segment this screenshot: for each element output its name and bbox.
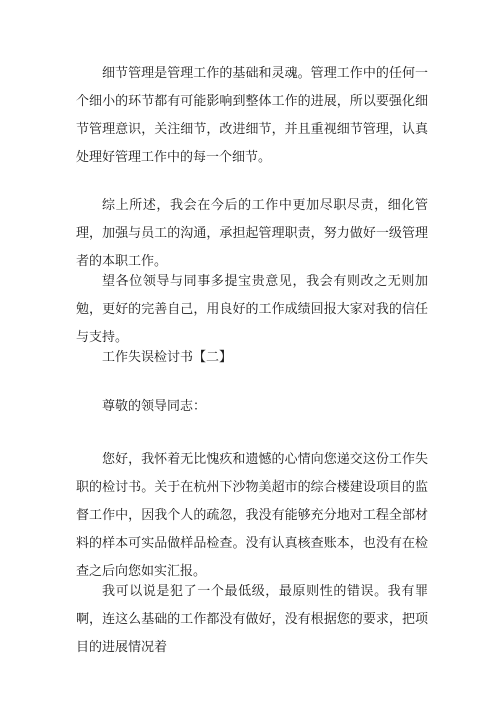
- letter-paragraph-apology: 您好，我怀着无比愧疚和遗憾的心情向您递交这份工作失职的检讨书。关于在杭州下沙物美超市的综合楼建设项目的监督工作中，因我个人的疏忽，我没有能够充分地对工程全部材料的样本可实品做样品检查。没有认真核查账本，也没有在检查之后向您如实汇报。: [76, 452, 428, 579]
- salutation: 尊敬的领导同志：: [102, 399, 207, 414]
- paragraph-summary: 综上所述，我会在今后的工作中更加尽职尽责，细化管理，加强与员工的沟通，承担起管理职责，努力做好一级管理者的本职工作。: [76, 198, 428, 269]
- paragraph-detail-management: 细节管理是管理工作的基础和灵魂。管理工作中的任何一个细小的环节都有可能影响到整体工作的进展，所以要强化细节管理意识，关注细节，改进细节，并且重视细节管理，认真处理好管理工作中的每一个细节。: [76, 66, 428, 165]
- section-title: 工作失误检讨书【二】: [102, 350, 233, 365]
- letter-paragraph-mistake: 我可以说是犯了一个最低级，最原则性的错误。我有罪啊，连这么基础的工作都没有做好，没有根据您的要求，把项目的进展情况着: [76, 584, 428, 655]
- paragraph-request-feedback: 望各位领导与同事多提宝贵意见，我会有则改之无则加勉，更好的完善自己，用良好的工作成绩回报大家对我的信任与支持。: [76, 274, 428, 345]
